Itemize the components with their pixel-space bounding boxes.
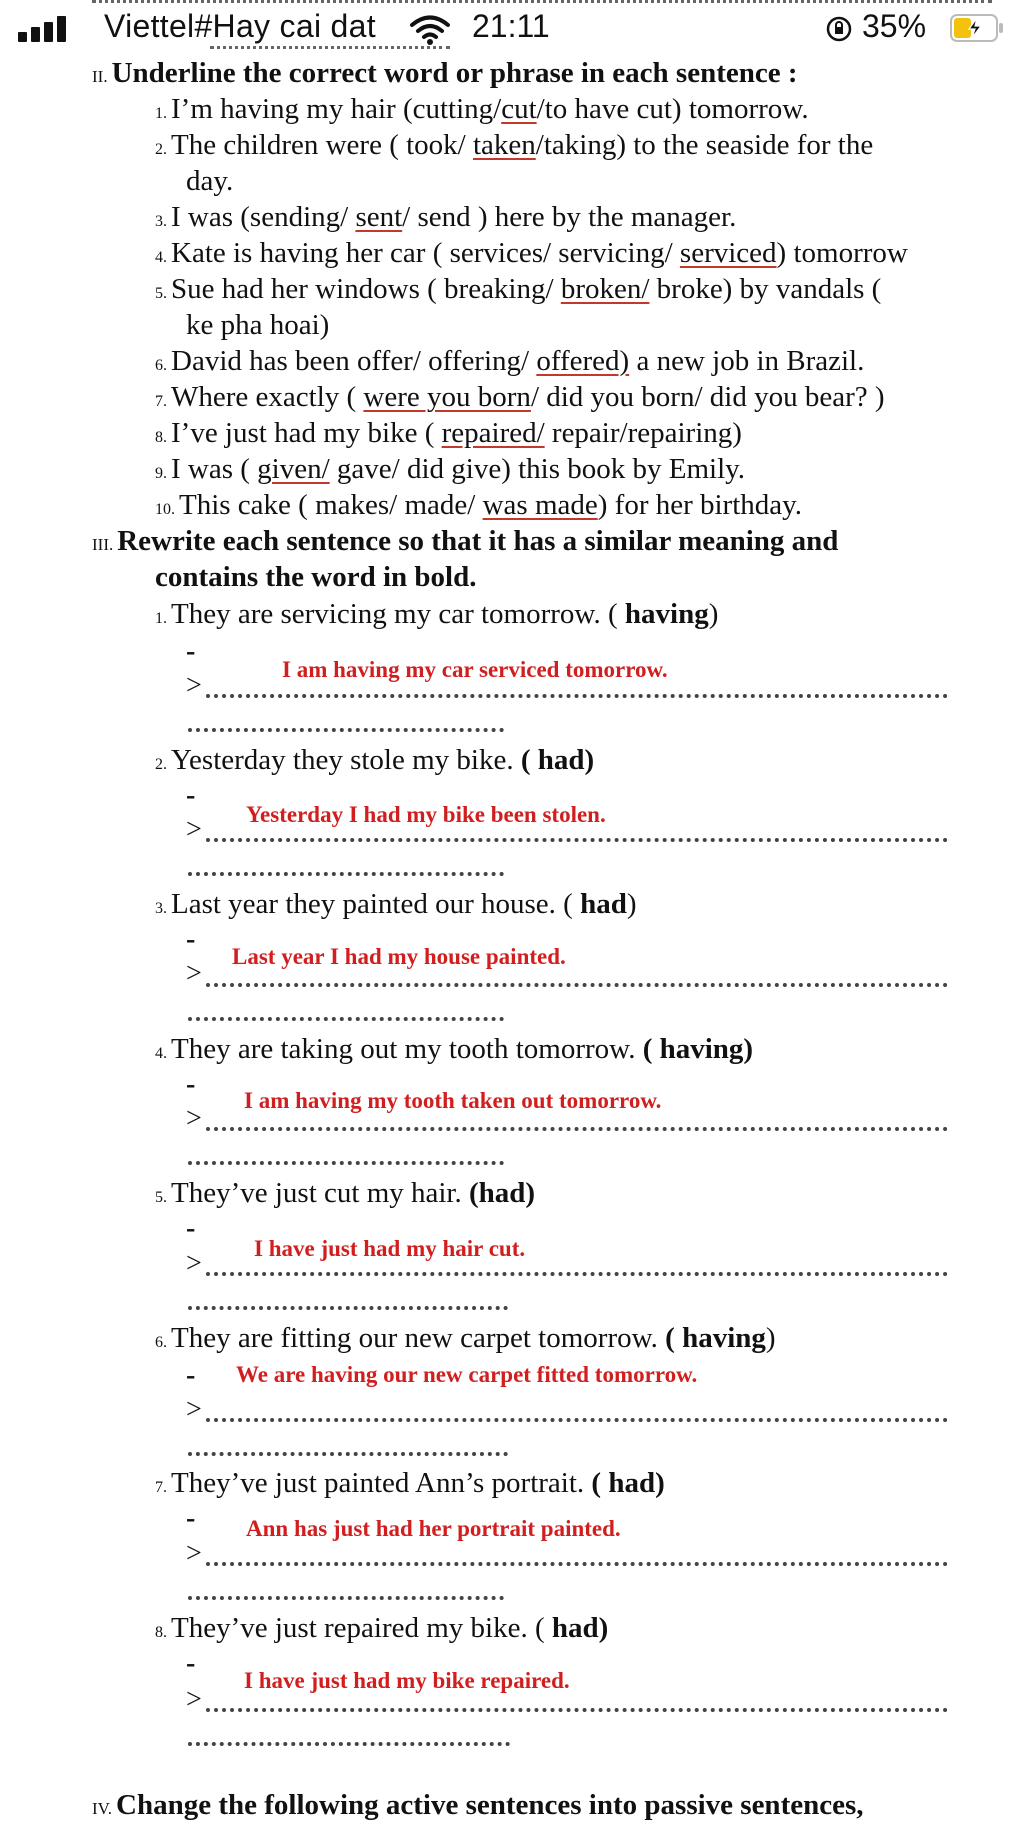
answer-dotted-line [188, 1452, 508, 1456]
answer-dotted-line [206, 838, 948, 842]
answer-text: I have just had my bike repaired. [244, 1668, 570, 1693]
underlined-answer: repaired/ [441, 417, 545, 449]
exercise-item: 2. Yesterday they stole my bike. ( had) [155, 744, 595, 776]
answer-dotted-line [188, 1017, 504, 1021]
arrow: > [186, 1684, 202, 1715]
answer-dotted-line [206, 694, 948, 698]
dash: - [186, 924, 196, 955]
exercise-item: 1. They are servicing my car tomorrow. ( having) [155, 598, 719, 630]
list-item: 1. I’m having my hair (cutting/cut/to have cut) tomorrow. [155, 93, 809, 125]
answer-text: Last year I had my house painted. [232, 944, 566, 969]
exercise-item: 3. Last year they painted our house. ( had) [155, 888, 637, 920]
dash: - [186, 1648, 196, 1679]
answer-dotted-line [188, 1742, 510, 1746]
answer-dotted-line [206, 1272, 948, 1276]
arrow: > [186, 670, 202, 701]
list-item-continuation: ke pha hoai) [186, 309, 330, 341]
signal-icon [18, 16, 70, 42]
section-3-heading-cont: contains the word in bold. [155, 561, 477, 593]
section-4-heading: IV. Change the following active sentences into passive sentences, [92, 1789, 864, 1821]
arrow: > [186, 958, 202, 989]
underlined-answer: was made [482, 489, 598, 521]
answer-text: I am having my tooth taken out tomorrow. [244, 1088, 662, 1113]
answer-dotted-line [206, 983, 948, 987]
answer-text: Ann has just had her portrait painted. [246, 1516, 621, 1541]
dash: - [186, 1069, 196, 1100]
exercise-item: 7. They’ve just painted Ann’s portrait. ( had) [155, 1467, 665, 1499]
underlined-answer: given/ [257, 453, 330, 485]
battery-percent: 35% [862, 8, 927, 44]
list-item: 3. I was (sending/ sent/ send ) here by the manager. [155, 201, 737, 233]
dotted-border [210, 46, 450, 53]
list-item: 6. David has been offer/ offering/ offered) a new job in Brazil. [155, 345, 865, 377]
arrow: > [186, 1103, 202, 1134]
dash: - [186, 780, 196, 811]
answer-dotted-line [206, 1562, 948, 1566]
list-item: 4. Kate is having her car ( services/ servicing/ serviced) tomorrow [155, 237, 908, 269]
answer-text: I have just had my hair cut. [254, 1236, 526, 1261]
list-item-continuation: day. [186, 165, 234, 197]
answer-text: We are having our new carpet fitted tomorrow. [236, 1362, 698, 1387]
dash: - [186, 1360, 196, 1391]
dash: - [186, 636, 196, 667]
list-item: 10. This cake ( makes/ made/ was made) for her birthday. [155, 489, 803, 521]
battery-charging-icon [950, 14, 1004, 42]
underlined-answer: sent [355, 201, 403, 233]
dash: - [186, 1503, 196, 1534]
underlined-answer: offered) [536, 345, 630, 377]
arrow: > [186, 1248, 202, 1279]
underlined-answer: broken/ [560, 273, 650, 305]
carrier-name: Viettel#Hay cai dat [104, 8, 376, 44]
answer-dotted-line [188, 1596, 504, 1600]
answer-dotted-line [188, 728, 504, 732]
answer-dotted-line [188, 1306, 508, 1310]
exercise-item: 8. They’ve just repaired my bike. ( had) [155, 1612, 609, 1644]
answer-dotted-line [206, 1127, 948, 1131]
wifi-icon [410, 14, 450, 46]
list-item: 9. I was ( given/ gave/ did give) this book by Emily. [155, 453, 746, 485]
arrow: > [186, 1538, 202, 1569]
list-item: 2. The children were ( took/ taken/taking) to the seaside for the [155, 129, 874, 161]
section-3-heading: III. Rewrite each sentence so that it has a similar meaning and [92, 525, 839, 557]
list-item: 5. Sue had her windows ( breaking/ broken/ broke) by vandals ( [155, 273, 882, 305]
underlined-answer: taken [472, 129, 536, 161]
underlined-answer: serviced [679, 237, 777, 269]
exercise-item: 4. They are taking out my tooth tomorrow. ( having) [155, 1033, 754, 1065]
answer-text: Yesterday I had my bike been stolen. [246, 802, 606, 827]
exercise-item: 6. They are fitting our new carpet tomorrow. ( having) [155, 1322, 776, 1354]
status-bar [0, 0, 1024, 58]
answer-text: I am having my car serviced tomorrow. [282, 657, 668, 682]
dash: - [186, 1213, 196, 1244]
answer-dotted-line [206, 1418, 948, 1422]
list-item: 7. Where exactly ( were you born/ did you born/ did you bear? ) [155, 381, 885, 413]
clock: 21:11 [472, 8, 550, 44]
orientation-lock-icon [826, 16, 852, 42]
answer-dotted-line [206, 1708, 948, 1712]
section-2-heading: II. Underline the correct word or phrase in each sentence : [92, 57, 798, 89]
arrow: > [186, 814, 202, 845]
underlined-answer: cut [501, 93, 537, 125]
list-item: 8. I’ve just had my bike ( repaired/ repair/repairing) [155, 417, 742, 449]
arrow: > [186, 1394, 202, 1425]
answer-dotted-line [188, 1161, 504, 1165]
underlined-answer: were you born [363, 381, 531, 413]
exercise-item: 5. They’ve just cut my hair. (had) [155, 1177, 536, 1209]
answer-dotted-line [188, 872, 504, 876]
